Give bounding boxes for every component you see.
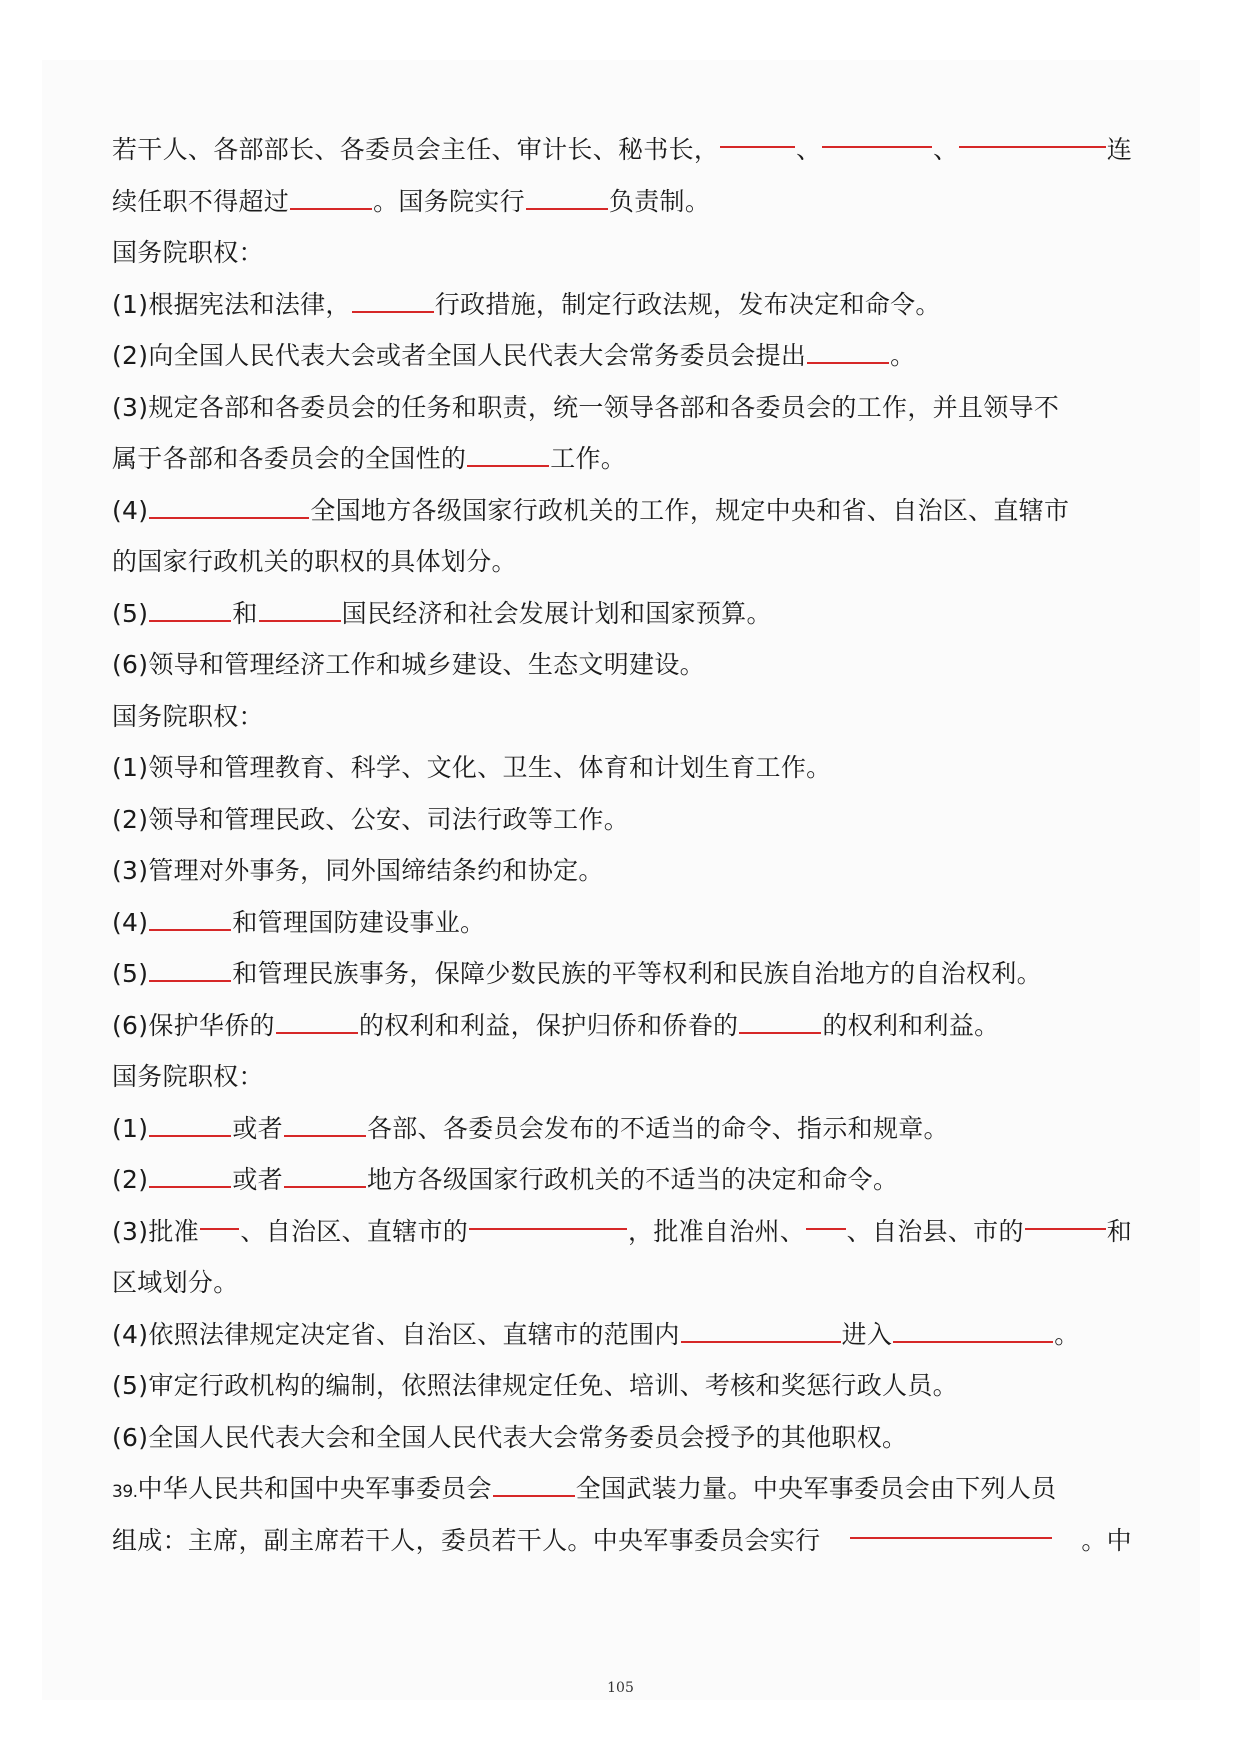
blank (149, 1164, 231, 1188)
text-segment: (2) (112, 1165, 149, 1194)
text-segment: 国民经济和社会发展计划和国家预算。 (341, 598, 772, 628)
blank (467, 443, 549, 467)
text-line: (3)规定各部和各委员会的任务和职责，统一领导各部和各委员会的工作，并且领导不 (112, 392, 1060, 422)
text-segment: (5) (112, 598, 149, 628)
text-segment: 进入 (841, 1319, 893, 1349)
text-segment: 属于各部和各委员会的全国性的 (112, 444, 467, 473)
blank (200, 1206, 239, 1230)
blank (149, 598, 231, 622)
blank (893, 1319, 1053, 1343)
text-segment: 组成：主席，副主席若干人，委员若干人。中央军事委员会实行 (112, 1525, 821, 1555)
text-segment: 和 (1106, 1216, 1132, 1246)
text-segment: (2)向全国人民代表大会或者全国人民代表大会常务委员会提出 (112, 341, 807, 370)
text-segment: ，批准自治州、 (628, 1216, 806, 1246)
text-line: (6)全国人民代表大会和全国人民代表大会常务委员会授予的其他职权。 (112, 1422, 908, 1452)
text-line (112, 1309, 1132, 1361)
text-segment: (1)根据宪法和法律， (112, 289, 351, 319)
section-heading: 国务院职权： (112, 701, 264, 731)
text-segment: 和管理国防建设事业。 (232, 907, 486, 937)
text-segment: 的权利和利益，保护归侨和侨眷的 (358, 1010, 739, 1040)
text-segment: 各部、各委员会发布的不适当的命令、指示和规章。 (366, 1113, 949, 1143)
question-number: 39. (112, 1482, 138, 1502)
text-segment: 连 (1106, 135, 1132, 164)
blank (149, 907, 231, 931)
text-segment: 。 (890, 341, 916, 370)
text-segment: 、 (796, 135, 822, 164)
blank (806, 1206, 845, 1230)
text-segment: 或者 (232, 1113, 283, 1143)
text-line (112, 330, 1132, 382)
text-line (112, 124, 1132, 176)
text-line: (2)领导和管理民政、公安、司法行政等工作。 (112, 804, 630, 834)
text-line (112, 1154, 1132, 1206)
text-line: (3)管理对外事务，同外国缔结条约和协定。 (112, 856, 604, 885)
blank (284, 1113, 366, 1137)
blank (276, 1010, 358, 1034)
text-segment: 行政措施，制定行政法规，发布决定和命令。 (434, 289, 941, 319)
text-segment: (1) (112, 1113, 149, 1143)
text-segment: (4) (112, 495, 149, 525)
blank (149, 1113, 231, 1137)
text-segment: 全国武装力量。中央军事委员会由下列人员 (575, 1474, 1057, 1503)
blank (149, 495, 309, 519)
text-segment: (4) (112, 907, 149, 937)
text-segment: 和 (232, 598, 258, 628)
text-line: 的国家行政机关的职权的具体划分。 (112, 547, 517, 576)
blank (822, 124, 932, 148)
text-segment: 或者 (232, 1165, 283, 1194)
text-line (112, 588, 1132, 640)
text-segment: 。 (1054, 1319, 1080, 1349)
text-line: 区域划分。 (112, 1268, 239, 1297)
text-segment: 若干人、各部部长、各委员会主任、审计长、秘书长， (112, 135, 720, 164)
document-body (112, 124, 1132, 1566)
blank (469, 1206, 627, 1230)
blank (284, 1164, 366, 1188)
text-line (112, 1515, 1132, 1567)
page-number: 105 (607, 1680, 634, 1696)
text-segment: 工作。 (550, 444, 627, 473)
text-segment: 。中 (1081, 1525, 1132, 1555)
blank (739, 1010, 821, 1034)
text-line (112, 1103, 1132, 1155)
text-line (112, 433, 1132, 485)
text-line: (1)领导和管理教育、科学、文化、卫生、体育和计划生育工作。 (112, 753, 832, 782)
blank (720, 124, 795, 148)
blank (259, 598, 341, 622)
section-heading: 国务院职权： (112, 238, 264, 267)
text-line (112, 485, 1132, 537)
blank (526, 186, 608, 210)
text-line: (5)审定行政机构的编制，依照法律规定任免、培训、考核和奖惩行政人员。 (112, 1371, 958, 1400)
blank (681, 1319, 841, 1343)
blank (807, 340, 889, 364)
text-segment: 和管理民族事务，保障少数民族的平等权利和民族自治地方的自治权利。 (232, 959, 1042, 988)
text-segment: 的权利和利益。 (822, 1010, 1000, 1040)
text-segment: (3)批准 (112, 1216, 199, 1246)
text-line: (6)领导和管理经济工作和城乡建设、生态文明建设。 (112, 650, 705, 679)
text-segment: 续任职不得超过 (112, 186, 290, 216)
section-heading: 国务院职权： (112, 1062, 264, 1091)
text-line (112, 948, 1132, 1000)
text-segment: 。国务院实行 (373, 186, 525, 216)
text-segment: 、 (933, 135, 959, 164)
text-segment: 中华人民共和国中央军事委员会 (137, 1474, 492, 1503)
blank (850, 1515, 1052, 1539)
blank (493, 1473, 575, 1497)
blank (1025, 1206, 1106, 1230)
text-segment: 地方各级国家行政机关的不适当的决定和命令。 (366, 1165, 899, 1194)
text-line (112, 176, 1132, 228)
blank (352, 289, 434, 313)
text-segment: (5) (112, 959, 149, 988)
blank (959, 124, 1105, 148)
text-segment: 全国地方各级国家行政机关的工作，规定中央和省、自治区、直辖市 (310, 495, 1070, 525)
text-line (112, 1463, 1132, 1515)
text-line (112, 1000, 1132, 1052)
blank (149, 958, 231, 982)
text-segment: 负责制。 (608, 186, 711, 216)
text-segment: 、自治区、直辖市的 (240, 1216, 469, 1246)
text-segment: (6)保护华侨的 (112, 1010, 275, 1040)
text-line (112, 897, 1132, 949)
text-segment: (4)依照法律规定决定省、自治区、直辖市的范围内 (112, 1319, 680, 1349)
text-line (112, 279, 1132, 331)
blank (290, 186, 372, 210)
text-line (112, 1206, 1132, 1258)
text-segment: 、自治县、市的 (846, 1216, 1024, 1246)
